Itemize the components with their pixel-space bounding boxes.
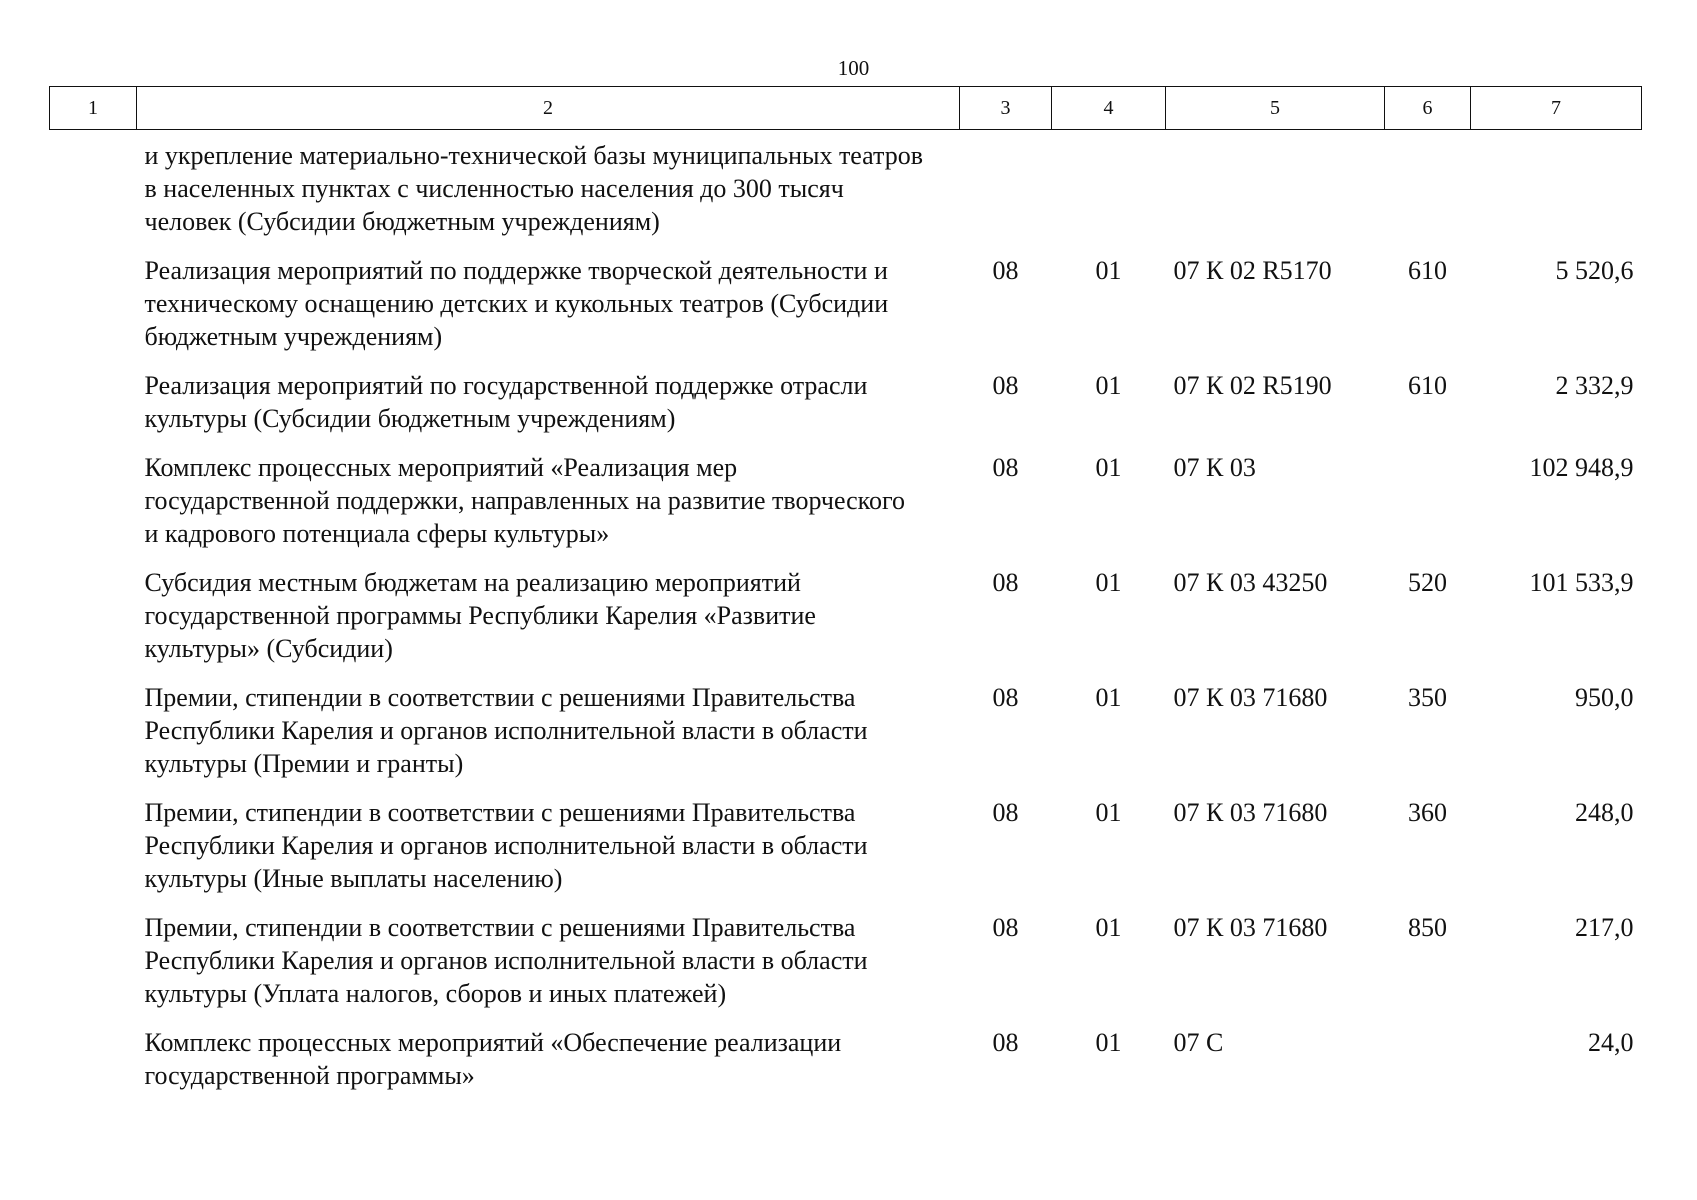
row-target-code: 07 К 02 R5170: [1173, 256, 1332, 285]
row-target-code: 07 К 03 71680: [1173, 683, 1328, 712]
row-target-code: 07 К 03: [1173, 453, 1256, 482]
row-expense-type: [1385, 1026, 1471, 1108]
row-amount: 5 520,6: [1555, 256, 1634, 285]
header-col-2: 2: [137, 87, 960, 130]
row-description: Премии, стипендии в соответствии с решениями Правительства Республики Карелия и органов исполнительной власти в области культуры (Уплата налогов, сборов и иных платежей): [144, 913, 868, 1008]
row-description-cell: [50, 911, 960, 1026]
row-expense-type: 850: [1408, 913, 1447, 942]
row-description-cell: [50, 681, 960, 796]
row-description-cell: [50, 451, 960, 566]
header-col-6: 6: [1385, 87, 1471, 130]
row-description: Премии, стипендии в соответствии с решениями Правительства Республики Карелия и органов исполнительной власти в области культуры (Иные выплаты населению): [144, 798, 868, 893]
row-target-code: 07 К 03 71680: [1173, 798, 1328, 827]
table-row: [50, 911, 1642, 1026]
table-row: [50, 369, 1642, 451]
row-description: Реализация мероприятий по поддержке творческой деятельности и техническому оснащению детских и кукольных театров (Субсидии бюджетным учреждениям): [144, 256, 889, 351]
row-description: и укрепление материально-технической базы муниципальных театров в населенных пунктах с численностью населения до 300 тысяч человек (Субсидии бюджетным учреждениям): [144, 141, 923, 236]
row-subsection: 01: [1095, 798, 1122, 827]
row-amount: 2 332,9: [1555, 371, 1634, 400]
row-section: 08: [992, 453, 1019, 482]
row-description: Комплекс процессных мероприятий «Реализация мер государственной поддержки, направленных на развитие творческого и кадрового потенциала сферы культуры»: [144, 453, 905, 548]
row-expense-type: 350: [1408, 683, 1447, 712]
row-target-code: 07 К 03 71680: [1173, 913, 1328, 942]
row-section: 08: [992, 798, 1019, 827]
table-row: [50, 451, 1642, 566]
row-subsection: 01: [1095, 256, 1122, 285]
table-header-row: [50, 87, 1642, 130]
row-subsection: 01: [1095, 453, 1122, 482]
row-section: [960, 130, 1052, 255]
table-row: [50, 681, 1642, 796]
row-section: 08: [992, 371, 1019, 400]
row-expense-type: 610: [1408, 256, 1447, 285]
budget-table: [49, 86, 1642, 1108]
page-number: 100: [837, 56, 870, 80]
header-col-7: 7: [1471, 87, 1642, 130]
header-col-5: 5: [1166, 87, 1385, 130]
row-target-code: [1166, 130, 1385, 255]
row-amount: 102 948,9: [1529, 453, 1634, 482]
row-description: Реализация мероприятий по государственной поддержке отрасли культуры (Субсидии бюджетным учреждениям): [144, 371, 868, 433]
row-description-cell: [50, 130, 960, 255]
row-section: 08: [992, 913, 1019, 942]
row-description-cell: [50, 254, 960, 369]
row-section: 08: [992, 256, 1019, 285]
row-amount: 217,0: [1575, 913, 1634, 942]
row-subsection: 01: [1095, 568, 1122, 597]
table-row: [50, 1026, 1642, 1108]
row-amount: 24,0: [1588, 1028, 1634, 1057]
table-row: [50, 796, 1642, 911]
row-amount: 248,0: [1575, 798, 1634, 827]
row-amount: [1471, 130, 1642, 255]
row-section: 08: [992, 568, 1019, 597]
row-expense-type: 610: [1408, 371, 1447, 400]
row-section: 08: [992, 683, 1019, 712]
row-description-cell: [50, 1026, 960, 1108]
table-row: [50, 566, 1642, 681]
row-subsection: 01: [1095, 913, 1122, 942]
row-target-code: 07 К 03 43250: [1173, 568, 1328, 597]
header-col-1: 1: [50, 87, 137, 130]
row-description-cell: [50, 566, 960, 681]
row-amount: 101 533,9: [1529, 568, 1634, 597]
row-description: Субсидия местным бюджетам на реализацию мероприятий государственной программы Республики Карелия «Развитие культуры» (Субсидии): [144, 568, 816, 663]
row-subsection: 01: [1095, 1028, 1122, 1057]
header-col-4: 4: [1052, 87, 1166, 130]
table-row: [50, 130, 1642, 255]
row-subsection: 01: [1095, 683, 1122, 712]
row-description: Комплекс процессных мероприятий «Обеспечение реализации государственной программы»: [144, 1028, 842, 1090]
row-description-cell: [50, 796, 960, 911]
row-description-cell: [50, 369, 960, 451]
row-expense-type: 360: [1408, 798, 1447, 827]
row-amount: 950,0: [1575, 683, 1634, 712]
row-expense-type: [1385, 451, 1471, 566]
row-description: Премии, стипендии в соответствии с решениями Правительства Республики Карелия и органов исполнительной власти в области культуры (Премии и гранты): [144, 683, 868, 778]
row-expense-type: 520: [1408, 568, 1447, 597]
row-subsection: 01: [1095, 371, 1122, 400]
row-target-code: 07 С: [1173, 1028, 1224, 1057]
row-expense-type: [1385, 130, 1471, 255]
table-row: [50, 254, 1642, 369]
row-subsection: [1052, 130, 1166, 255]
row-section: 08: [992, 1028, 1019, 1057]
header-col-3: 3: [960, 87, 1052, 130]
row-target-code: 07 К 02 R5190: [1173, 371, 1332, 400]
